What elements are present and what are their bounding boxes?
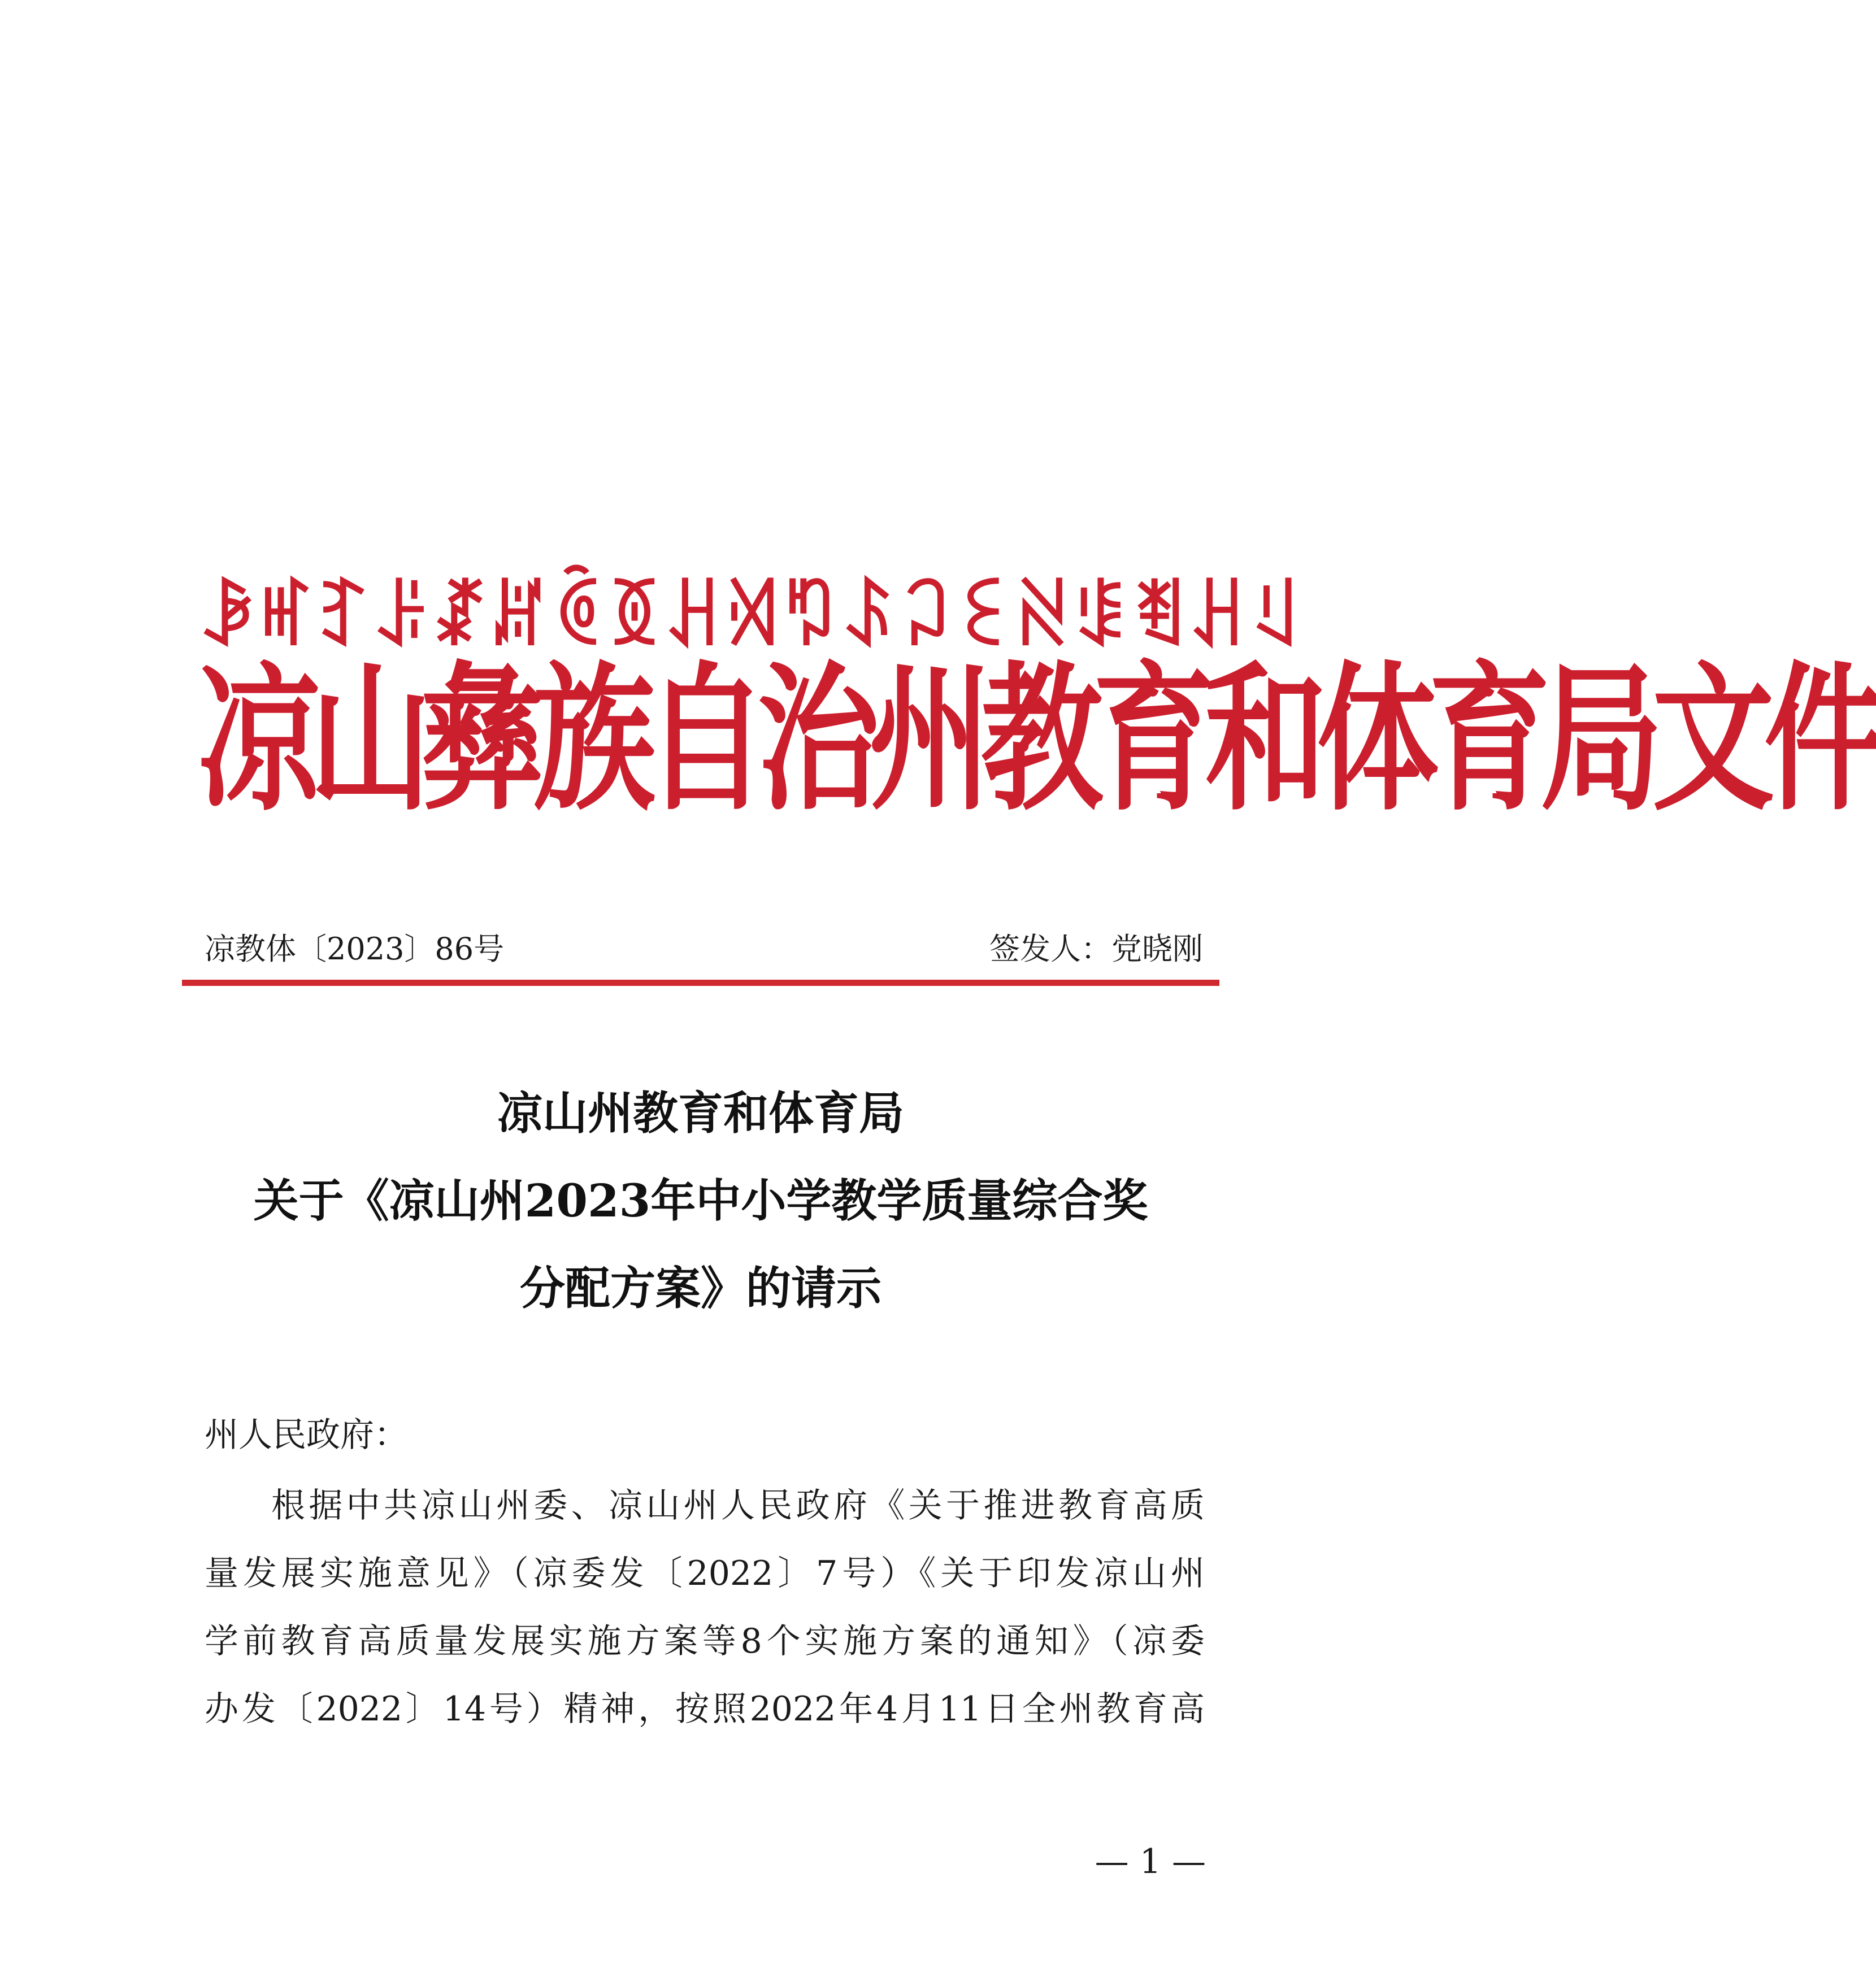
document-number: 凉教体〔2023〕86号	[205, 931, 505, 967]
body-line: 量发展实施意见》（凉委发〔2022〕7号）《关于印发凉山州	[205, 1554, 1205, 1593]
masthead-yi-script: ꆃꎭꆈꌠꊨꏦꏱꅉꃅꄉꑳꌺꃀꏂꋊꌐꄮꃅꆹ	[198, 575, 1305, 662]
document-title-line-1: 凉山州教育和体育局	[497, 1086, 904, 1140]
signer: 签发人：党晓刚	[989, 931, 1203, 967]
body-line: 根据中共凉山州委、凉山州人民政府《关于推进教育高质	[271, 1486, 1205, 1525]
red-divider	[182, 980, 1219, 986]
document-title-line-3: 分配方案》的请示	[520, 1262, 881, 1315]
document-title-line-2: 关于《凉山州2023年中小学教学质量综合奖	[253, 1174, 1148, 1227]
masthead-title: 凉山彝族自治州教育和体育局文件	[198, 647, 1876, 832]
salutation: 州人民政府：	[205, 1415, 408, 1455]
body-line: 办发〔2022〕14号）精神，按照2022年4月11日全州教育高	[205, 1689, 1205, 1729]
body-line: 学前教育高质量发展实施方案等8个实施方案的通知》（凉委	[205, 1622, 1205, 1661]
page-number: — 1 —	[1095, 1842, 1206, 1881]
